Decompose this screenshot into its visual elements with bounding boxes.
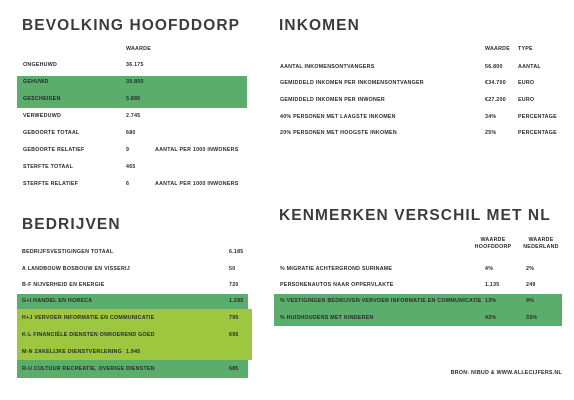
inkomen-row-label: 20% PERSONEN MET HOOGSTE INKOMEN: [280, 130, 397, 136]
bedrijven-row-label: A LANDBOUW BOSBOUW EN VISSERIJ: [22, 266, 130, 272]
bevolking-row-label: VERWEDUWD: [23, 113, 62, 119]
inkomen-title: INKOMEN: [279, 17, 360, 34]
inkomen-row-type: AANTAL: [518, 64, 541, 70]
bedrijven-row-value: 695: [229, 332, 239, 338]
kenmerken-row-value: 13%: [485, 298, 497, 304]
inkomen-row-label: AANTAL INKOMENSONTVANGERS: [280, 64, 375, 70]
kenmerken-col-waarde-line2: HOOFDDORP: [474, 244, 512, 250]
inkomen-row-value: 56.800: [485, 64, 503, 70]
kenmerken-col-nl: [521, 237, 561, 251]
inkomen-row-type: PERCENTAGE: [518, 130, 557, 136]
kenmerken-col-waarde: [474, 237, 512, 251]
bevolking-row-label: GEBOORTE RELATIEF: [23, 147, 85, 153]
inkomen-row-label: 40% PERSONEN MET LAAGSTE INKOMEN: [280, 114, 396, 120]
bedrijven-row-value: 1.295: [229, 298, 244, 304]
bevolking-row-unit: AANTAL PER 1000 INWONERS: [155, 181, 239, 187]
kenmerken-row-label: % MIGRATIE ACHTERGROND SURINAME: [280, 266, 393, 272]
bevolking-row-label: STERFTE RELATIEF: [23, 181, 79, 187]
inkomen-row-label: GEMIDDELD INKOMEN PER INWONER: [280, 97, 385, 103]
bedrijven-row-label: R-U CULTUUR RECREATIE, OVERIGE DIENSTEN: [22, 366, 155, 372]
bevolking-row-label: GEHUWD: [23, 79, 49, 85]
bedrijven-row-label: B-F NIJVERHEID EN ENERGIE: [22, 282, 105, 288]
bevolking-row-label: GEBOORTE TOTAAL: [23, 130, 80, 136]
inkomen-row-value: 25%: [485, 130, 497, 136]
bedrijven-row-value: 795: [229, 315, 239, 321]
inkomen-col-type: TYPE: [518, 46, 533, 52]
bevolking-row-label: STERFTE TOTAAL: [23, 164, 74, 170]
kenmerken-col-waarde-line1: WAARDE: [480, 237, 506, 243]
kenmerken-row-nl: 9%: [526, 298, 535, 304]
bedrijven-row-label: K-L FINANCIËLE DIENSTEN ONROEREND GOED: [22, 332, 155, 338]
bevolking-row-label: ONGEHUWD: [23, 62, 58, 68]
kenmerken-row-nl: 2%: [526, 266, 535, 272]
kenmerken-title: KENMERKEN VERSCHIL MET NL: [279, 207, 551, 224]
kenmerken-col-nl-line1: WAARDE: [528, 237, 554, 243]
source-note: BRON: NIBUD & WWW.ALLECIJFERS.NL: [450, 370, 562, 376]
bedrijven-row-value: 720: [229, 282, 239, 288]
bevolking-row-unit: AANTAL PER 1000 INWONERS: [155, 147, 239, 153]
bevolking-row-value: 465: [126, 164, 136, 170]
kenmerken-col-nl-line2: NEDERLAND: [523, 244, 559, 250]
bevolking-row-value: 6: [126, 181, 130, 187]
inkomen-row-value: €27.200: [485, 97, 506, 103]
kenmerken-row-nl: 33%: [526, 315, 538, 321]
bevolking-row-value: 5.885: [126, 96, 141, 102]
bevolking-row-value: 680: [126, 130, 136, 136]
bevolking-col-waarde: WAARDE: [126, 46, 152, 52]
inkomen-row-type: PERCENTAGE: [518, 114, 557, 120]
kenmerken-row-label: % HUISHOUDENS MET KINDEREN: [280, 315, 374, 321]
bedrijven-row-value: 6.185: [229, 249, 244, 255]
kenmerken-row-label: % VESTIGINGEN BEDRIJVEN VERVOER INFORMATIE EN COMMUNICATIE: [280, 298, 482, 304]
inkomen-row-value: 34%: [485, 114, 497, 120]
bevolking-row-value: 2.745: [126, 113, 141, 119]
bevolking-row-value: 36.175: [126, 62, 144, 68]
inkomen-col-waarde: WAARDE: [485, 46, 511, 52]
inkomen-row-type: EURO: [518, 80, 535, 86]
inkomen-row-value: €34.700: [485, 80, 506, 86]
bedrijven-row-value: 50: [229, 266, 236, 272]
bedrijven-row-label: G+I HANDEL EN HORECA: [22, 298, 93, 304]
bevolking-row-value: 9: [126, 147, 130, 153]
bedrijven-row-label: BEDRIJFSVESTIGINGEN TOTAAL: [22, 249, 114, 255]
bedrijven-row-label: H+J VERVOER INFORMATIE EN COMMUNICATIE: [22, 315, 155, 321]
kenmerken-row-value: 1.135: [485, 282, 500, 288]
bedrijven-row-label: M-N ZAKELIJKE DIENSTVERLENING: [22, 349, 122, 355]
inkomen-row-type: EURO: [518, 97, 535, 103]
bevolking-title: BEVOLKING HOOFDDORP: [22, 17, 241, 34]
bedrijven-row-value: 1.945: [126, 349, 141, 355]
bevolking-row-value: 30.805: [126, 79, 144, 85]
bevolking-row-label: GESCHEIDEN: [23, 96, 61, 102]
kenmerken-row-nl: 249: [526, 282, 536, 288]
inkomen-row-label: GEMIDDELD INKOMEN PER INKOMENSONTVANGER: [280, 80, 424, 86]
kenmerken-row-value: 42%: [485, 315, 497, 321]
kenmerken-row-value: 4%: [485, 266, 494, 272]
bedrijven-row-value: 685: [229, 366, 239, 372]
bedrijven-title: BEDRIJVEN: [22, 216, 121, 233]
kenmerken-row-label: PERSONENAUTOS NAAR OPPERVLAKTE: [280, 282, 394, 288]
